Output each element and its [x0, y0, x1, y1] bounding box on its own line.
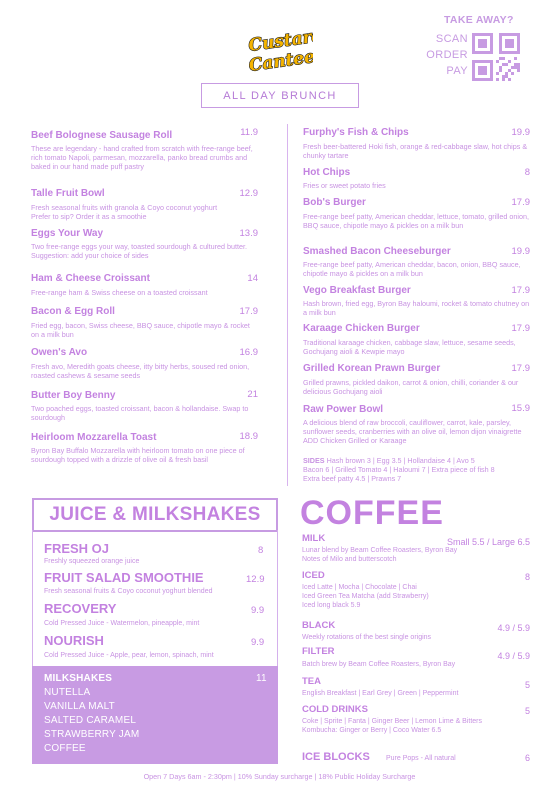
milkshake-flavour: VANILLA MALT: [44, 701, 115, 712]
milkshakes-title: MILKSHAKES: [44, 673, 113, 684]
takeaway-heading: TAKE AWAY?: [444, 14, 514, 26]
coffee-item-name: ICED: [302, 570, 325, 581]
coffee-item-desc: Weekly rotations of the best single origins: [302, 634, 432, 641]
menu-item-name: Raw Power Bowl: [303, 404, 384, 415]
ice-blocks-name: ICE BLOCKS: [302, 751, 370, 763]
juice-item-name: RECOVERY: [44, 601, 117, 616]
coffee-item-name: TEA: [302, 676, 321, 687]
menu-item-price: 11.9: [240, 127, 258, 138]
coffee-item-price: Small 5.5 / Large 6.5: [446, 537, 530, 547]
coffee-item-price: 8: [524, 572, 530, 582]
menu-item-price: 18.9: [239, 431, 258, 442]
coffee-item-desc: Coke | Sprite | Fanta | Ginger Beer | Lemon Lime & Bitters Kombucha: Ginger or Berry | Coco Water 6.5: [302, 718, 483, 735]
coffee-item-price: 5: [524, 680, 530, 690]
menu-item-name: Butter Boy Benny: [31, 390, 116, 401]
juice-item-price: 12.9: [246, 574, 265, 585]
menu-item-price: 13.9: [239, 228, 258, 239]
pay-word: PAY: [446, 65, 468, 77]
menu-item-price: 15.9: [511, 403, 530, 414]
menu-item-desc: Two free-range eggs your way, toasted sourdough & cultured butter. Suggestion: add your choice of sides: [31, 242, 248, 261]
milkshakes-price: 11: [256, 673, 267, 684]
menu-item-name: Heirloom Mozzarella Toast: [31, 432, 157, 443]
menu-item-price: 8: [524, 167, 530, 178]
menu-item-desc: Fries or sweet potato fries: [303, 181, 386, 190]
sides-label: SIDES: [303, 456, 325, 465]
coffee-item-price: 4.9 / 5.9: [497, 623, 530, 633]
menu-item-name: Grilled Korean Prawn Burger: [303, 363, 441, 374]
coffee-item-name: BLACK: [302, 620, 336, 631]
section-title-juice: JUICE & MILKSHAKES: [32, 498, 278, 532]
logo: [243, 26, 313, 74]
menu-item-desc: Fried egg, bacon, Swiss cheese, BBQ sauce, chipotle mayo & rocket on a milk bun: [31, 321, 250, 340]
menu-item-desc: Free-range beef patty, American cheddar, lettuce, tomato, grilled onion, BBQ sauce, chipotle mayo & pickles on a milk bun: [303, 212, 530, 231]
milkshake-flavour: COFFEE: [44, 743, 86, 754]
sides-list: [303, 456, 531, 484]
column-divider: [287, 124, 288, 486]
menu-item-desc: Hash brown, fried egg, Byron Bay haloumi, rocket & tomato chutney on a milk bun: [303, 299, 530, 318]
menu-item-desc: A delicious blend of raw broccoli, cauliflower, carrot, kale, parsley, sunflower seeds, cranberries with an olive oil, lemon dijon vinaigrette ADD Chicken Grilled or Karaage: [303, 418, 522, 446]
menu-item-desc: Grilled prawns, pickled daikon, carrot & onion, chilli, coriander & our delicious Gochujang aioli: [303, 378, 519, 397]
juice-item-price: 9.9: [251, 637, 265, 648]
menu-item-price: 19.9: [511, 246, 530, 257]
juice-item-desc: Fresh seasonal fruits & Coyo coconut yoghurt blended: [44, 588, 213, 595]
order-word: ORDER: [426, 49, 468, 61]
menu-item-price: 12.9: [239, 188, 258, 199]
menu-item-price: 21: [247, 389, 258, 400]
menu-item-name: Eggs Your Way: [31, 228, 104, 239]
menu-item-desc: Free-range ham & Swiss cheese on a toasted croissant: [31, 288, 208, 297]
section-title-coffee: COFFEE: [300, 494, 444, 532]
menu-item-name: Vego Breakfast Burger: [303, 285, 411, 296]
menu-item-price: 17.9: [511, 363, 530, 374]
juice-item-price: 8: [258, 545, 264, 556]
menu-item-name: Furphy's Fish & Chips: [303, 127, 409, 138]
menu-item-price: 17.9: [511, 285, 530, 296]
coffee-item-name: COLD DRINKS: [302, 704, 368, 715]
milkshake-flavour: NUTELLA: [44, 687, 91, 698]
juice-item-name: FRESH OJ: [44, 541, 110, 556]
scan-word: SCAN: [435, 33, 468, 45]
menu-item-price: 17.9: [239, 306, 258, 317]
qr-code-icon[interactable]: [472, 33, 520, 81]
menu-item-name: Smashed Bacon Cheeseburger: [303, 246, 451, 257]
juice-item-desc: Cold Pressed Juice - Watermelon, pineapple, mint: [44, 620, 200, 627]
logo-line-2: Canteen: [247, 45, 313, 74]
menu-item-desc: Free-range beef patty, American cheddar, bacon, onion, BBQ sauce, chipotle mayo & pickles on a milk bun: [303, 260, 521, 279]
juice-item-name: FRUIT SALAD SMOOTHIE: [44, 570, 204, 585]
coffee-item-desc: Lunar blend by Beam Coffee Roasters, Byron Bay Notes of Milo and butterscotch: [302, 547, 458, 564]
menu-item-price: 17.9: [511, 323, 530, 334]
menu-item-name: Bacon & Egg Roll: [31, 306, 115, 317]
coffee-item-desc: Iced Latte | Mocha | Chocolate | Chai Iced Green Tea Matcha (add Strawberry) Iced long black 5.9: [302, 584, 429, 610]
menu-item-price: 14: [247, 273, 258, 284]
menu-item-price: 19.9: [511, 127, 530, 138]
menu-item-desc: Fresh avo, Meredith goats cheese, itty bitty herbs, soused red onion, roasted cashews & sesame seeds: [31, 362, 250, 381]
menu-item-price: 17.9: [511, 197, 530, 208]
sides-text: Hash brown 3 | Egg 3.5 | Hollandaise 4 | Avo 5 Bacon 6 | Grilled Tomato 4 | Haloumi 7 | Extra piece of fish 8 Extra beef patty 4.5 | Prawns 7: [303, 456, 495, 484]
juice-item-price: 9.9: [251, 605, 265, 616]
coffee-item-name: MILK: [302, 533, 326, 544]
coffee-item-price: 4.9 / 5.9: [497, 651, 530, 661]
menu-item-desc: Fresh seasonal fruits with granola & Coyo coconut yoghurt Prefer to sip? Order it as a smoothie: [31, 203, 218, 222]
menu-item-desc: Byron Bay Buffalo Mozzarella with heirloom tomato on one piece of sourdough topped with a drizzle of olive oil & fresh basil: [31, 446, 245, 465]
menu-item-price: 16.9: [239, 347, 258, 358]
logo-line-1: Custard: [247, 26, 313, 56]
menu-item-desc: These are legendary - hand crafted from scratch with free-range beef, rich tomato Napoli, parmesan, mozzarella, panko bread crumbs and baked in our hand made puff pastry: [31, 144, 253, 172]
ice-blocks-price: 6: [524, 753, 530, 763]
coffee-item-desc: English Breakfast | Earl Grey | Green | Peppermint: [302, 690, 459, 697]
milkshake-flavour: SALTED CARAMEL: [44, 715, 137, 726]
footer-hours: Open 7 Days 6am - 2:30pm | 10% Sunday surcharge | 18% Public Holiday Surcharge: [143, 772, 416, 781]
menu-item-name: Ham & Cheese Croissant: [31, 273, 150, 284]
menu-item-desc: Fresh beer-battered Hoki fish, orange & red-cabbage slaw, hot chips & chunky tartare: [303, 142, 528, 161]
menu-item-name: Owen's Avo: [31, 347, 88, 358]
juice-item-name: NOURISH: [44, 633, 104, 648]
menu-item-name: Talle Fruit Bowl: [31, 188, 105, 199]
menu-item-desc: Two poached eggs, toasted croissant, bacon & hollandaise. Swap to sourdough: [31, 404, 249, 423]
menu-item-name: Beef Bolognese Sausage Roll: [31, 130, 173, 141]
menu-item-name: Bob's Burger: [303, 197, 366, 208]
section-title-brunch: ALL DAY BRUNCH: [201, 83, 359, 108]
menu-item-desc: Traditional karaage chicken, cabbage slaw, lettuce, sesame seeds, Gochujang aioli & Kewpie mayo: [303, 338, 516, 357]
coffee-item-price: 5: [524, 706, 530, 716]
juice-item-desc: Cold Pressed Juice - Apple, pear, lemon, spinach, mint: [44, 652, 214, 659]
ice-blocks-desc: Pure Pops - All natural: [386, 755, 456, 762]
milkshake-flavour: STRAWBERRY JAM: [44, 729, 140, 740]
coffee-item-name: FILTER: [302, 646, 335, 657]
menu-item-name: Karaage Chicken Burger: [303, 323, 420, 334]
juice-item-desc: Freshly squeezed orange juice: [44, 558, 140, 565]
coffee-item-desc: Batch brew by Beam Coffee Roasters, Byron Bay: [302, 661, 456, 668]
menu-item-name: Hot Chips: [303, 167, 351, 178]
